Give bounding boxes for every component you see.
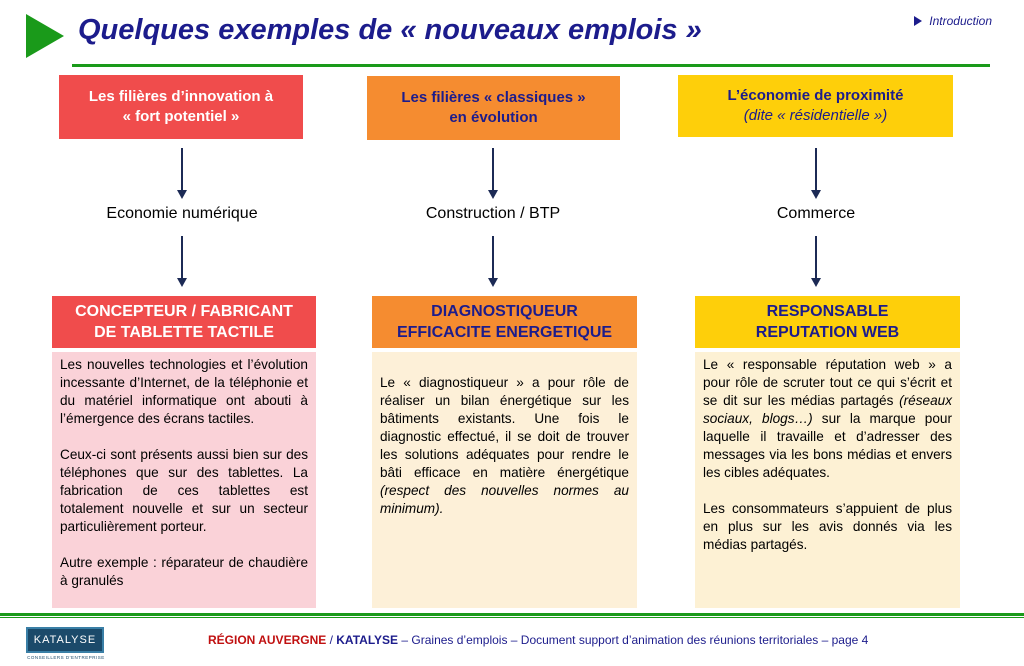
arrow-down-icon bbox=[488, 190, 498, 199]
category-classiques-line2: en évolution bbox=[449, 109, 538, 126]
job-title-responsable bbox=[695, 296, 960, 348]
job-title-concepteur bbox=[52, 296, 316, 348]
description-text: sur la marque pour laquelle il travaille et d’adresser des messages via les bons médias et envers les cibles adéquates. bbox=[703, 411, 952, 480]
connector-arrow-line bbox=[815, 236, 817, 279]
job-title-diagnostiqueur bbox=[372, 296, 637, 348]
description-paragraph bbox=[703, 356, 952, 482]
header-divider bbox=[72, 64, 990, 67]
arrow-down-icon bbox=[811, 278, 821, 287]
category-innovation bbox=[59, 75, 303, 139]
description-paragraph: Autre exemple : réparateur de chaudière à granulés bbox=[60, 555, 308, 588]
category-proximite bbox=[678, 75, 953, 137]
job-title-responsable-line2: REPUTATION WEB bbox=[755, 324, 900, 341]
footer-separator: / bbox=[326, 633, 337, 647]
arrow-down-icon bbox=[177, 278, 187, 287]
job-title-diagnostiqueur-line1: DIAGNOSTIQUEUR bbox=[431, 303, 578, 320]
description-concepteur bbox=[52, 352, 316, 608]
description-text: Le « responsable réputation web » a pour rôle de scruter tout ce qui s’écrit et se dit sur les médias partagés bbox=[703, 357, 952, 408]
nav-introduction-label: Introduction bbox=[929, 14, 992, 28]
nav-arrow-icon bbox=[914, 16, 922, 26]
category-classiques bbox=[367, 76, 620, 140]
connector-arrow-line bbox=[492, 148, 494, 191]
description-paragraph: Ceux-ci sont présents aussi bien sur des téléphones que sur des tablettes. La fabrication de ces tablettes est totalement nouvelle et sur un secteur particulièrement porteur. bbox=[60, 447, 308, 534]
sector-economie-numerique: Economie numérique bbox=[106, 205, 258, 222]
description-diagnostiqueur bbox=[372, 352, 637, 608]
nav-introduction-link[interactable] bbox=[914, 14, 992, 28]
play-triangle-icon bbox=[26, 14, 64, 58]
description-paragraph: Les nouvelles technologies et l’évolution incessante d’Internet, de la téléphonie et du matériel informatique ont abouti à l’émergence des écrans tactiles. bbox=[60, 357, 308, 426]
connector-arrow-line bbox=[181, 148, 183, 191]
footer-region: RÉGION AUVERGNE bbox=[208, 633, 327, 647]
connector-arrow-line bbox=[492, 236, 494, 279]
katalyse-logo: KATALYSE bbox=[26, 627, 104, 653]
connector-arrow-line bbox=[815, 148, 817, 191]
job-title-responsable-line1: RESPONSABLE bbox=[766, 303, 889, 320]
job-title-diagnostiqueur-line2: EFFICACITE ENERGETIQUE bbox=[396, 324, 613, 341]
footer-text bbox=[208, 633, 868, 647]
description-italic-note: (réseaux sociaux, blogs…) bbox=[703, 393, 952, 426]
description-text: Le « diagnostiqueur » a pour rôle de réaliser un bilan énergétique sur les bâtiments existants. Une fois le diagnostic effectué, il se doit de trouver les solutions adéquates pour rendre le bâti efficace en matière énergétique bbox=[380, 375, 629, 480]
category-proximite-line2: (dite « résidentielle ») bbox=[743, 107, 888, 124]
category-classiques-line1: Les filières « classiques » bbox=[401, 89, 586, 106]
arrow-down-icon bbox=[811, 190, 821, 199]
sector-construction-btp: Construction / BTP bbox=[425, 205, 561, 222]
category-innovation-line2: « fort potentiel » bbox=[122, 108, 240, 125]
category-proximite-line1: L’économie de proximité bbox=[727, 87, 904, 104]
job-title-concepteur-line2: DE TABLETTE TACTILE bbox=[94, 324, 274, 341]
page-title: Quelques exemples de « nouveaux emplois » bbox=[78, 14, 702, 46]
description-italic-note: (respect des nouvelles normes au minimum). bbox=[380, 483, 629, 516]
job-title-concepteur-line1: CONCEPTEUR / FABRICANT bbox=[75, 303, 293, 320]
footer-rest: – Graines d’emplois – Document support d’animation des réunions territoriales – page 4 bbox=[398, 633, 869, 647]
description-paragraph bbox=[380, 374, 629, 518]
footer-brand: KATALYSE bbox=[336, 633, 399, 647]
description-paragraph: Les consommateurs s’appuient de plus en plus sur les avis donnés via les médias partagés. bbox=[703, 501, 952, 552]
description-responsable bbox=[695, 352, 960, 608]
katalyse-logo-subtitle: CONSEILLERS D'ENTREPRISE bbox=[27, 655, 105, 660]
footer-divider-thin bbox=[0, 617, 1024, 618]
arrow-down-icon bbox=[177, 190, 187, 199]
arrow-down-icon bbox=[488, 278, 498, 287]
connector-arrow-line bbox=[181, 236, 183, 279]
footer-divider bbox=[0, 613, 1024, 616]
sector-commerce: Commerce bbox=[776, 205, 856, 222]
category-innovation-line1: Les filières d’innovation à bbox=[88, 88, 274, 105]
